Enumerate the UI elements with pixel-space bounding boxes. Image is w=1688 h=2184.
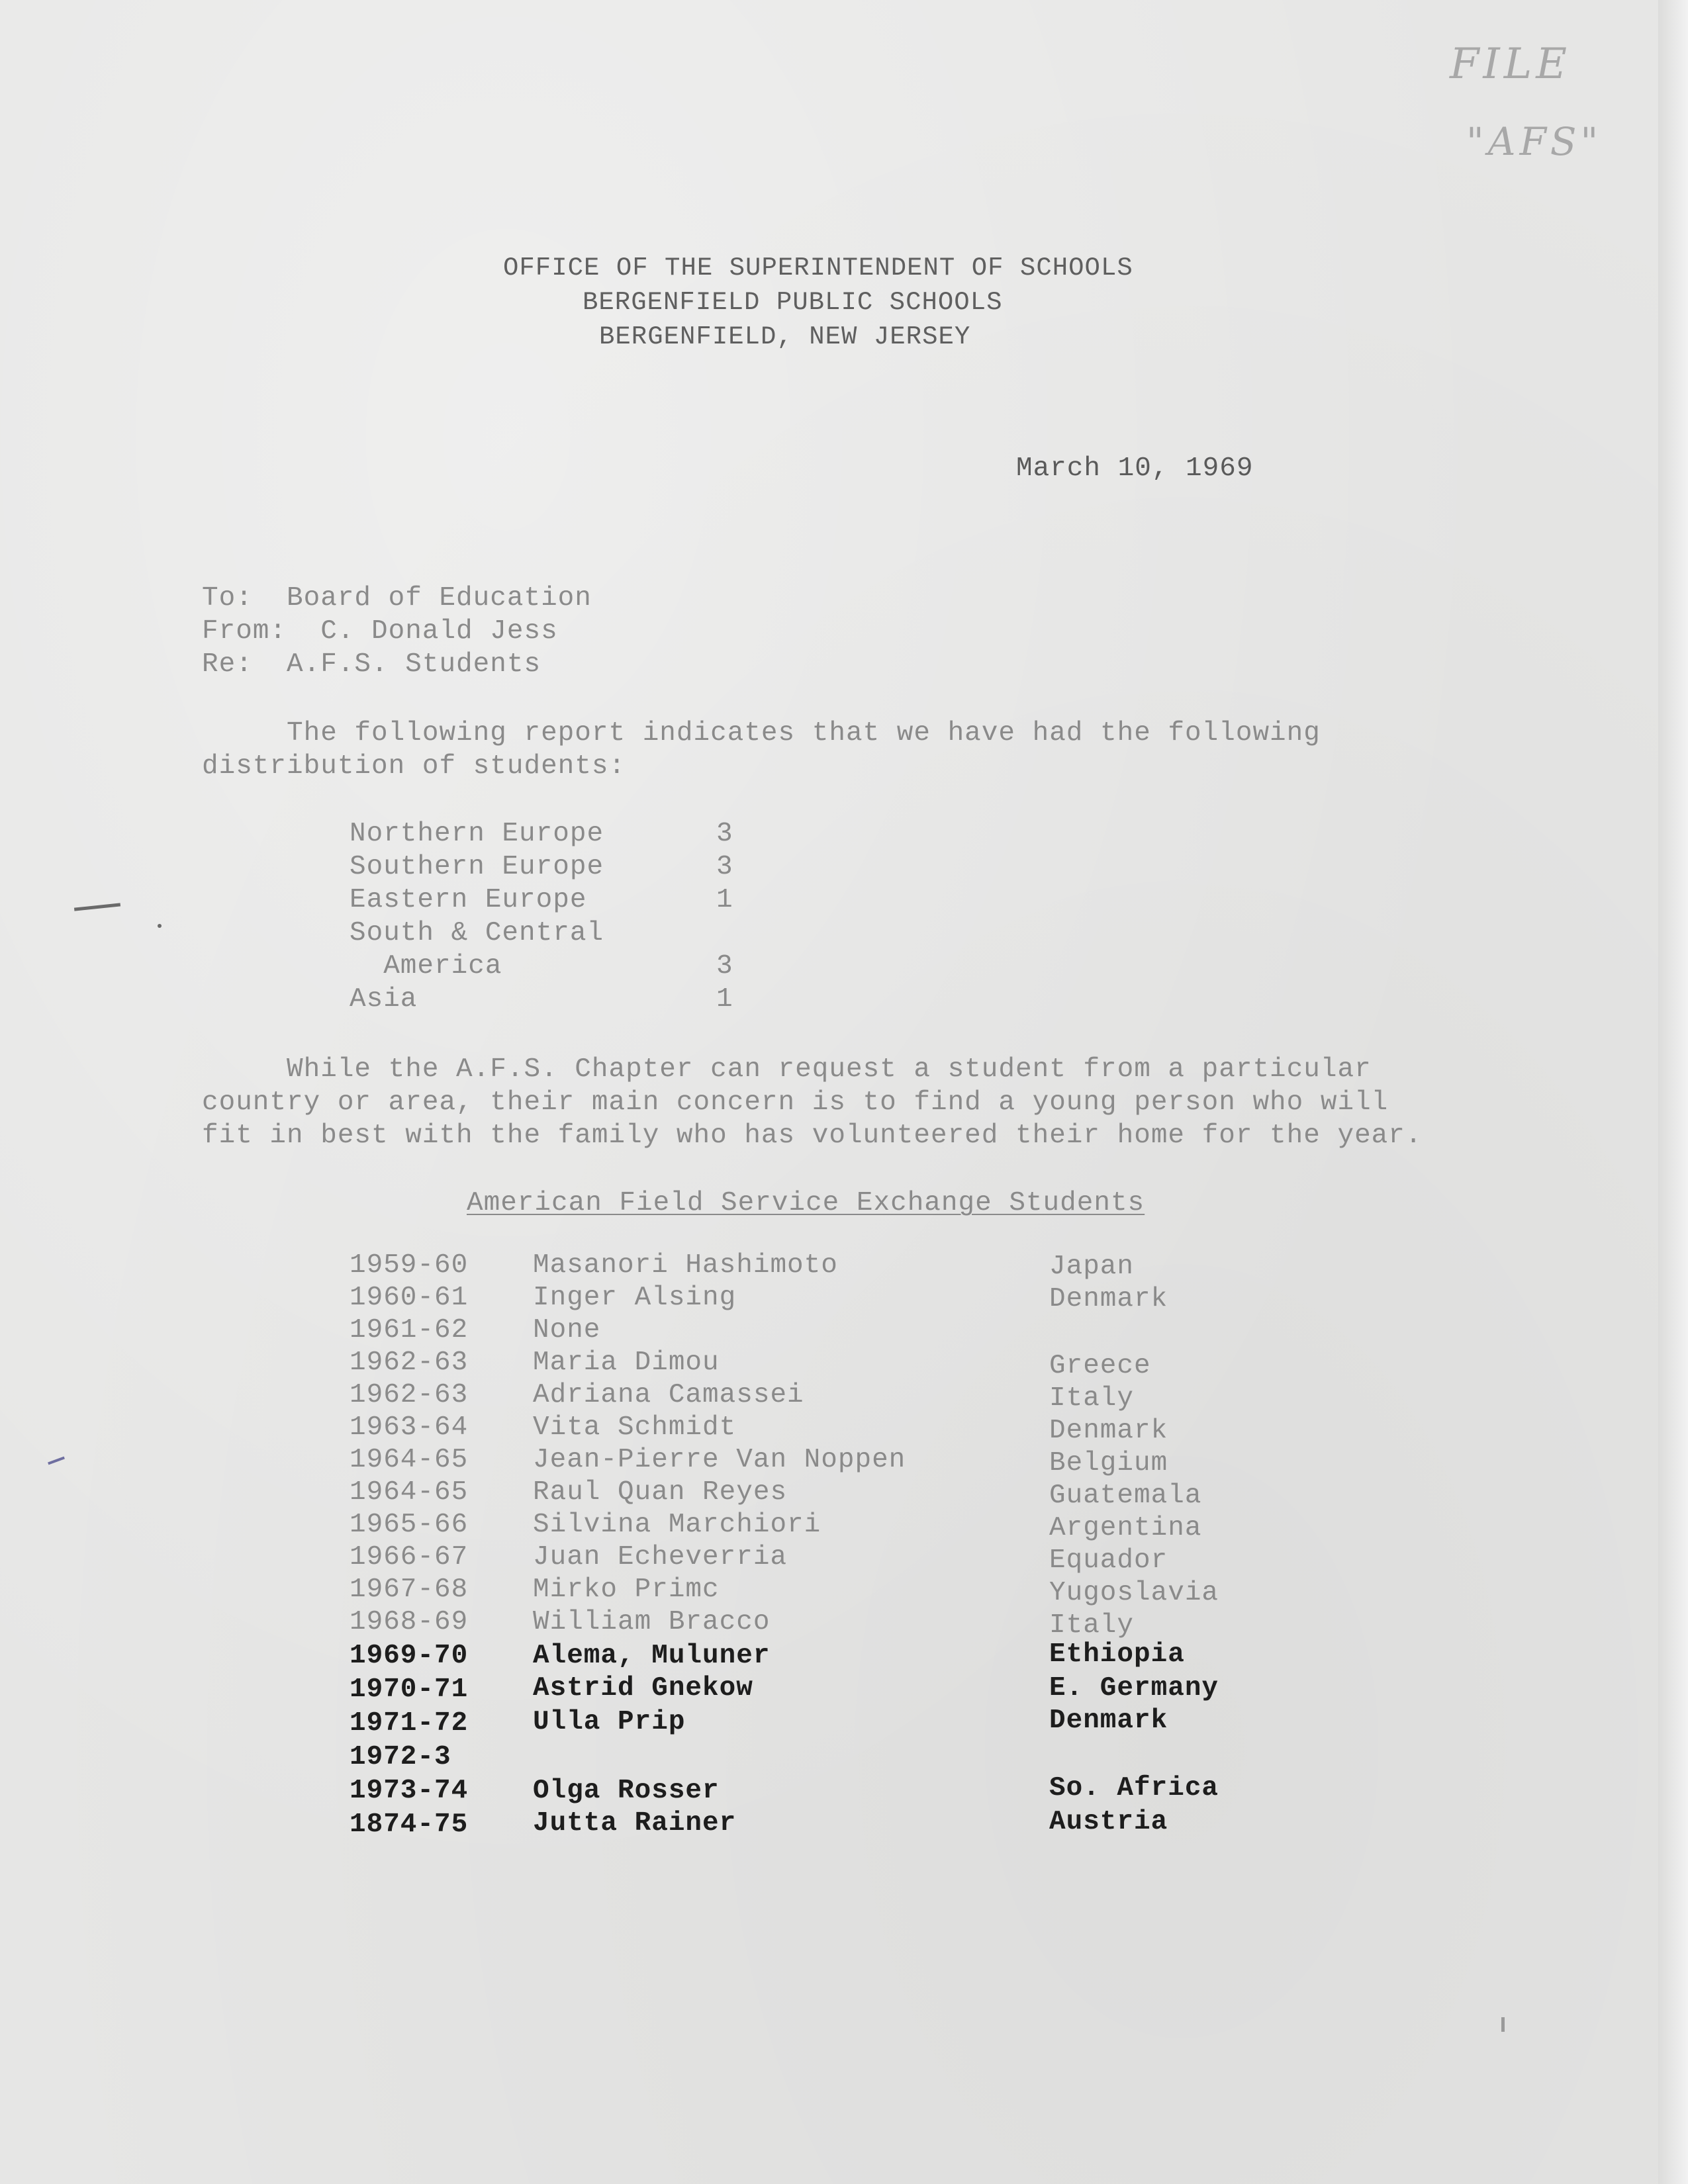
paragraph-line-2: country or area, their main concern is to find a young person who will: [202, 1087, 1389, 1118]
student-country: Japan: [1049, 1251, 1135, 1282]
student-name: Mirko Primc: [533, 1574, 720, 1605]
distribution-region: Eastern Europe: [350, 885, 587, 915]
table-title: American Field Service Exchange Students: [467, 1188, 1145, 1218]
student-country: Argentina: [1049, 1513, 1202, 1543]
student-name: Vita Schmidt: [533, 1412, 737, 1443]
scan-mark: [158, 924, 162, 928]
distribution-count: 3: [716, 852, 733, 882]
distribution-count: 1: [716, 885, 733, 915]
student-country: Belgium: [1049, 1448, 1168, 1479]
student-country: Yugoslavia: [1049, 1578, 1219, 1608]
intro-line-2: distribution of students:: [202, 751, 626, 782]
intro-line-1: The following report indicates that we have had the following: [202, 718, 1321, 749]
scan-mark: [74, 903, 120, 911]
student-name: Jean-Pierre Van Noppen: [533, 1445, 906, 1475]
student-year: 1967-68: [350, 1574, 469, 1605]
student-year: 1962-63: [350, 1380, 469, 1410]
student-name: Juan Echeverria: [533, 1542, 788, 1572]
handwritten-afs-note: "AFS": [1466, 119, 1603, 164]
student-country: Denmark: [1049, 1284, 1168, 1314]
student-country: Denmark: [1049, 1416, 1168, 1446]
student-country: Italy: [1049, 1610, 1135, 1641]
memo-to: To: Board of Education: [202, 583, 592, 614]
memo-date: March 10, 1969: [1016, 453, 1254, 484]
student-year: 1962-63: [350, 1347, 469, 1378]
memo-re: Re: A.F.S. Students: [202, 649, 541, 680]
distribution-region: Southern Europe: [350, 852, 604, 882]
student-country: Italy: [1049, 1383, 1135, 1414]
student-country: E. Germany: [1049, 1673, 1219, 1704]
distribution-region: Asia: [350, 984, 418, 1015]
student-year: 1960-61: [350, 1283, 469, 1313]
student-year: 1973-74: [350, 1776, 469, 1806]
student-year: 1961-62: [350, 1315, 469, 1345]
student-name: Maria Dimou: [533, 1347, 720, 1378]
student-name: Adriana Camassei: [533, 1380, 804, 1410]
letterhead-line-2: BERGENFIELD PUBLIC SCHOOLS: [583, 288, 1003, 317]
student-name: Olga Rosser: [533, 1776, 720, 1806]
student-country: Austria: [1049, 1807, 1168, 1837]
distribution-region: South & Central: [350, 918, 604, 948]
student-name: William Bracco: [533, 1607, 771, 1637]
student-name: Jutta Rainer: [533, 1808, 737, 1839]
scan-mark: [1501, 2017, 1505, 2032]
student-year: 1968-69: [350, 1607, 469, 1637]
paragraph-line-1: While the A.F.S. Chapter can request a student from a particular: [202, 1054, 1372, 1085]
distribution-region: America: [350, 951, 502, 981]
student-year: 1964-65: [350, 1477, 469, 1508]
student-country: Guatemala: [1049, 1480, 1202, 1511]
student-year: 1964-65: [350, 1445, 469, 1475]
memo-from: From: C. Donald Jess: [202, 616, 558, 647]
student-year: 1874-75: [350, 1809, 469, 1840]
distribution-count: 3: [716, 819, 733, 849]
student-name: Ulla Prip: [533, 1707, 686, 1737]
student-year: 1969-70: [350, 1641, 469, 1671]
student-name: Inger Alsing: [533, 1283, 737, 1313]
student-name: Raul Quan Reyes: [533, 1477, 788, 1508]
student-year: 1959-60: [350, 1250, 469, 1281]
handwritten-file-note: FILE: [1450, 40, 1571, 89]
student-country: Greece: [1049, 1351, 1151, 1381]
distribution-count: 3: [716, 951, 733, 981]
student-country: Equador: [1049, 1545, 1168, 1576]
letterhead-line-3: BERGENFIELD, NEW JERSEY: [599, 322, 971, 351]
distribution-region: Northern Europe: [350, 819, 604, 849]
student-name: Silvina Marchiori: [533, 1510, 821, 1540]
scan-mark: [48, 1457, 65, 1465]
student-name: Masanori Hashimoto: [533, 1250, 838, 1281]
page-edge: [1658, 0, 1688, 2184]
distribution-count: 1: [716, 984, 733, 1015]
student-year: 1963-64: [350, 1412, 469, 1443]
student-country: So. Africa: [1049, 1773, 1219, 1803]
student-name: Alema, Muluner: [533, 1641, 771, 1671]
student-year: 1971-72: [350, 1708, 469, 1739]
letterhead-line-1: OFFICE OF THE SUPERINTENDENT OF SCHOOLS: [503, 253, 1133, 283]
student-year: 1970-71: [350, 1674, 469, 1705]
student-country: Denmark: [1049, 1706, 1168, 1736]
paragraph-line-3: fit in best with the family who has volunteered their home for the year.: [202, 1120, 1423, 1151]
student-name: None: [533, 1315, 601, 1345]
student-country: Ethiopia: [1049, 1639, 1185, 1670]
student-year: 1966-67: [350, 1542, 469, 1572]
student-year: 1965-66: [350, 1510, 469, 1540]
student-name: Astrid Gnekow: [533, 1673, 753, 1704]
student-year: 1972-3: [350, 1742, 451, 1772]
